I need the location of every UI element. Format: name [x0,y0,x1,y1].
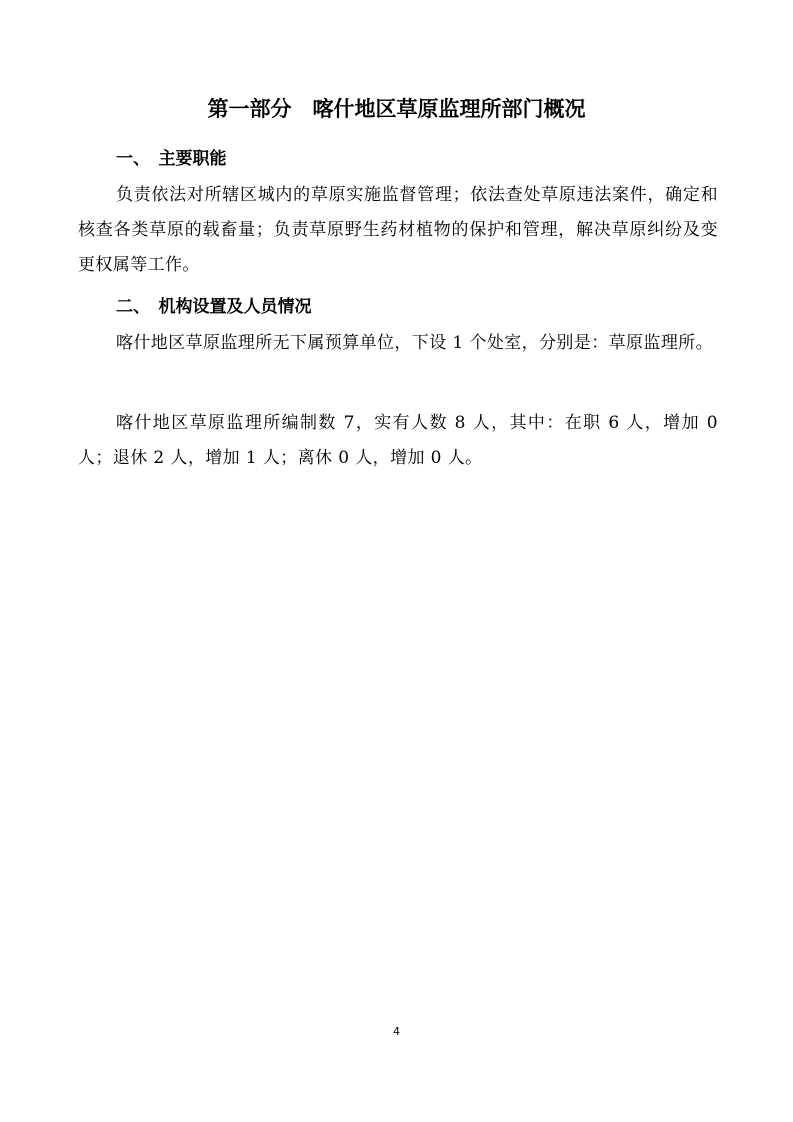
organization-paragraph: 喀什地区草原监理所无下属预算单位，下设 1 个处室，分别是：草原监理所。 [116,333,714,353]
page-number: 4 [393,1025,400,1038]
staffing-paragraph: 喀什地区草原监理所编制数 7，实有人数 8 人，其中：在职 6 人，增加 0 人；退休 2 人，增加 1 人；离休 0 人，增加 0 人。 [78,413,718,468]
page-title: 第一部分 喀什地区草原监理所部门概况 [207,97,586,121]
section-heading-main-functions: 一、 主要职能 [116,149,227,169]
main-functions-paragraph: 负责依法对所辖区城内的草原实施监督管理；依法查处草原违法案件，确定和核查各类草原的载畜量；负责草原野生药材植物的保护和管理，解决草原纠纷及变更权属等工作。 [78,185,718,275]
section-heading-organization: 二、 机构设置及人员情况 [116,297,312,317]
